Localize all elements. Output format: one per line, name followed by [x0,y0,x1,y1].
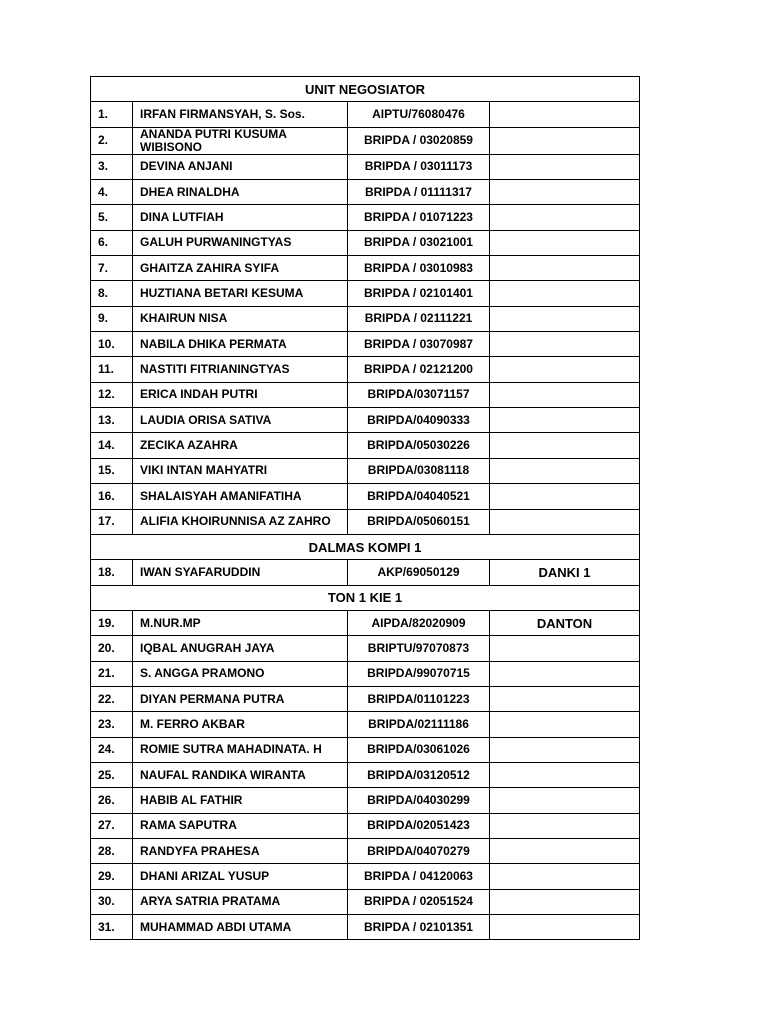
row-number: 29. [91,864,133,889]
member-name: ALIFIA KHOIRUNNISA AZ ZAHRO [133,509,348,534]
member-name: S. ANGGA PRAMONO [133,661,348,686]
role-cell [490,281,640,306]
row-number: 20. [91,636,133,661]
member-name: GHAITZA ZAHIRA SYIFA [133,256,348,281]
member-name: NASTITI FITRIANINGTYAS [133,357,348,382]
role-cell [490,737,640,762]
role-cell [490,357,640,382]
member-name: IWAN SYAFARUDDIN [133,560,348,585]
member-name: LAUDIA ORISA SATIVA [133,408,348,433]
row-number: 24. [91,737,133,762]
row-number: 27. [91,813,133,838]
rank-nrp: BRIPDA / 02051524 [348,889,490,914]
table-row [91,281,640,306]
table-row [91,762,640,787]
member-name: GALUH PURWANINGTYAS [133,230,348,255]
table-row [91,813,640,838]
row-number: 8. [91,281,133,306]
role-cell [490,762,640,787]
role-cell [490,127,640,154]
rank-nrp: BRIPDA / 03070987 [348,332,490,357]
row-number: 6. [91,230,133,255]
row-number: 11. [91,357,133,382]
rank-nrp: BRIPDA/01101223 [348,686,490,711]
roster-table [90,76,640,940]
table-row [91,661,640,686]
role-cell [490,306,640,331]
role-cell [490,889,640,914]
row-number: 7. [91,256,133,281]
role-cell: DANKI 1 [490,560,640,585]
table-row [91,737,640,762]
member-name: ARYA SATRIA PRATAMA [133,889,348,914]
rank-nrp: BRIPDA / 02121200 [348,357,490,382]
row-number: 14. [91,433,133,458]
member-name: DHANI ARIZAL YUSUP [133,864,348,889]
rank-nrp: AKP/69050129 [348,560,490,585]
role-cell [490,458,640,483]
row-number: 4. [91,180,133,205]
role-cell [490,256,640,281]
table-row [91,127,640,154]
rank-nrp: BRIPDA/03071157 [348,382,490,407]
rank-nrp: BRIPDA/02051423 [348,813,490,838]
role-cell [490,408,640,433]
rank-nrp: BRIPDA/05060151 [348,509,490,534]
rank-nrp: BRIPDA/04040521 [348,484,490,509]
row-number: 21. [91,661,133,686]
role-cell [490,205,640,230]
table-row [91,788,640,813]
table-row [91,408,640,433]
rank-nrp: BRIPDA / 02101351 [348,915,490,940]
table-row [91,560,640,585]
rank-nrp: BRIPDA / 02111221 [348,306,490,331]
table-row [91,484,640,509]
section-title: TON 1 KIE 1 [91,585,640,610]
role-cell [490,813,640,838]
member-name: KHAIRUN NISA [133,306,348,331]
row-number: 2. [91,127,133,154]
table-row [91,357,640,382]
role-cell [490,788,640,813]
role-cell [490,712,640,737]
rank-nrp: BRIPDA / 02101401 [348,281,490,306]
role-cell [490,433,640,458]
row-number: 12. [91,382,133,407]
member-name: ZECIKA AZAHRA [133,433,348,458]
role-cell [490,180,640,205]
member-name: IQBAL ANUGRAH JAYA [133,636,348,661]
row-number: 30. [91,889,133,914]
table-row [91,610,640,635]
section-title: DALMAS KOMPI 1 [91,534,640,559]
row-number: 17. [91,509,133,534]
role-cell [490,230,640,255]
section-header-row [91,77,640,102]
rank-nrp: BRIPDA / 01071223 [348,205,490,230]
rank-nrp: AIPDA/82020909 [348,610,490,635]
role-cell [490,382,640,407]
role-cell [490,332,640,357]
member-name: HABIB AL FATHIR [133,788,348,813]
table-row [91,382,640,407]
row-number: 3. [91,154,133,179]
section-header-row [91,534,640,559]
table-row [91,838,640,863]
table-row [91,180,640,205]
role-cell [490,154,640,179]
member-name: ROMIE SUTRA MAHADINATA. H [133,737,348,762]
rank-nrp: BRIPDA/04030299 [348,788,490,813]
row-number: 15. [91,458,133,483]
rank-nrp: BRIPDA/03081118 [348,458,490,483]
rank-nrp: BRIPDA/03120512 [348,762,490,787]
member-name: NABILA DHIKA PERMATA [133,332,348,357]
role-cell [490,661,640,686]
row-number: 25. [91,762,133,787]
section-title: UNIT NEGOSIATOR [91,77,640,102]
rank-nrp: AIPTU/76080476 [348,102,490,127]
member-name: DHEA RINALDHA [133,180,348,205]
role-cell [490,838,640,863]
role-cell [490,636,640,661]
rank-nrp: BRIPTU/97070873 [348,636,490,661]
table-row [91,306,640,331]
role-cell [490,864,640,889]
member-name: HUZTIANA BETARI KESUMA [133,281,348,306]
row-number: 5. [91,205,133,230]
member-name: DEVINA ANJANI [133,154,348,179]
rank-nrp: BRIPDA / 03010983 [348,256,490,281]
row-number: 31. [91,915,133,940]
section-header-row [91,585,640,610]
member-name: RANDYFA PRAHESA [133,838,348,863]
member-name: DINA LUTFIAH [133,205,348,230]
row-number: 16. [91,484,133,509]
rank-nrp: BRIPDA / 03011173 [348,154,490,179]
rank-nrp: BRIPDA / 04120063 [348,864,490,889]
row-number: 18. [91,560,133,585]
row-number: 23. [91,712,133,737]
role-cell [490,484,640,509]
table-row [91,864,640,889]
rank-nrp: BRIPDA/03061026 [348,737,490,762]
table-row [91,205,640,230]
row-number: 22. [91,686,133,711]
row-number: 13. [91,408,133,433]
rank-nrp: BRIPDA/04090333 [348,408,490,433]
table-row [91,230,640,255]
role-cell [490,915,640,940]
row-number: 19. [91,610,133,635]
role-cell: DANTON [490,610,640,635]
table-row [91,915,640,940]
rank-nrp: BRIPDA / 01111317 [348,180,490,205]
table-row [91,154,640,179]
member-name: SHALAISYAH AMANIFATIHA [133,484,348,509]
row-number: 10. [91,332,133,357]
table-row [91,889,640,914]
member-name: M.NUR.MP [133,610,348,635]
member-name: RAMA SAPUTRA [133,813,348,838]
table-row [91,332,640,357]
member-name: DIYAN PERMANA PUTRA [133,686,348,711]
table-row [91,509,640,534]
member-name: ANANDA PUTRI KUSUMA WIBISONO [133,127,348,154]
member-name: VIKI INTAN MAHYATRI [133,458,348,483]
rank-nrp: BRIPDA/05030226 [348,433,490,458]
rank-nrp: BRIPDA/99070715 [348,661,490,686]
role-cell [490,686,640,711]
roster-body [91,77,640,940]
table-row [91,636,640,661]
member-name: IRFAN FIRMANSYAH, S. Sos. [133,102,348,127]
table-row [91,686,640,711]
row-number: 28. [91,838,133,863]
row-number: 9. [91,306,133,331]
rank-nrp: BRIPDA/04070279 [348,838,490,863]
rank-nrp: BRIPDA / 03020859 [348,127,490,154]
table-row [91,458,640,483]
member-name: M. FERRO AKBAR [133,712,348,737]
table-row [91,712,640,737]
table-row [91,102,640,127]
role-cell [490,509,640,534]
rank-nrp: BRIPDA / 03021001 [348,230,490,255]
table-row [91,256,640,281]
table-row [91,433,640,458]
member-name: ERICA INDAH PUTRI [133,382,348,407]
row-number: 1. [91,102,133,127]
member-name: MUHAMMAD ABDI UTAMA [133,915,348,940]
rank-nrp: BRIPDA/02111186 [348,712,490,737]
role-cell [490,102,640,127]
member-name: NAUFAL RANDIKA WIRANTA [133,762,348,787]
row-number: 26. [91,788,133,813]
